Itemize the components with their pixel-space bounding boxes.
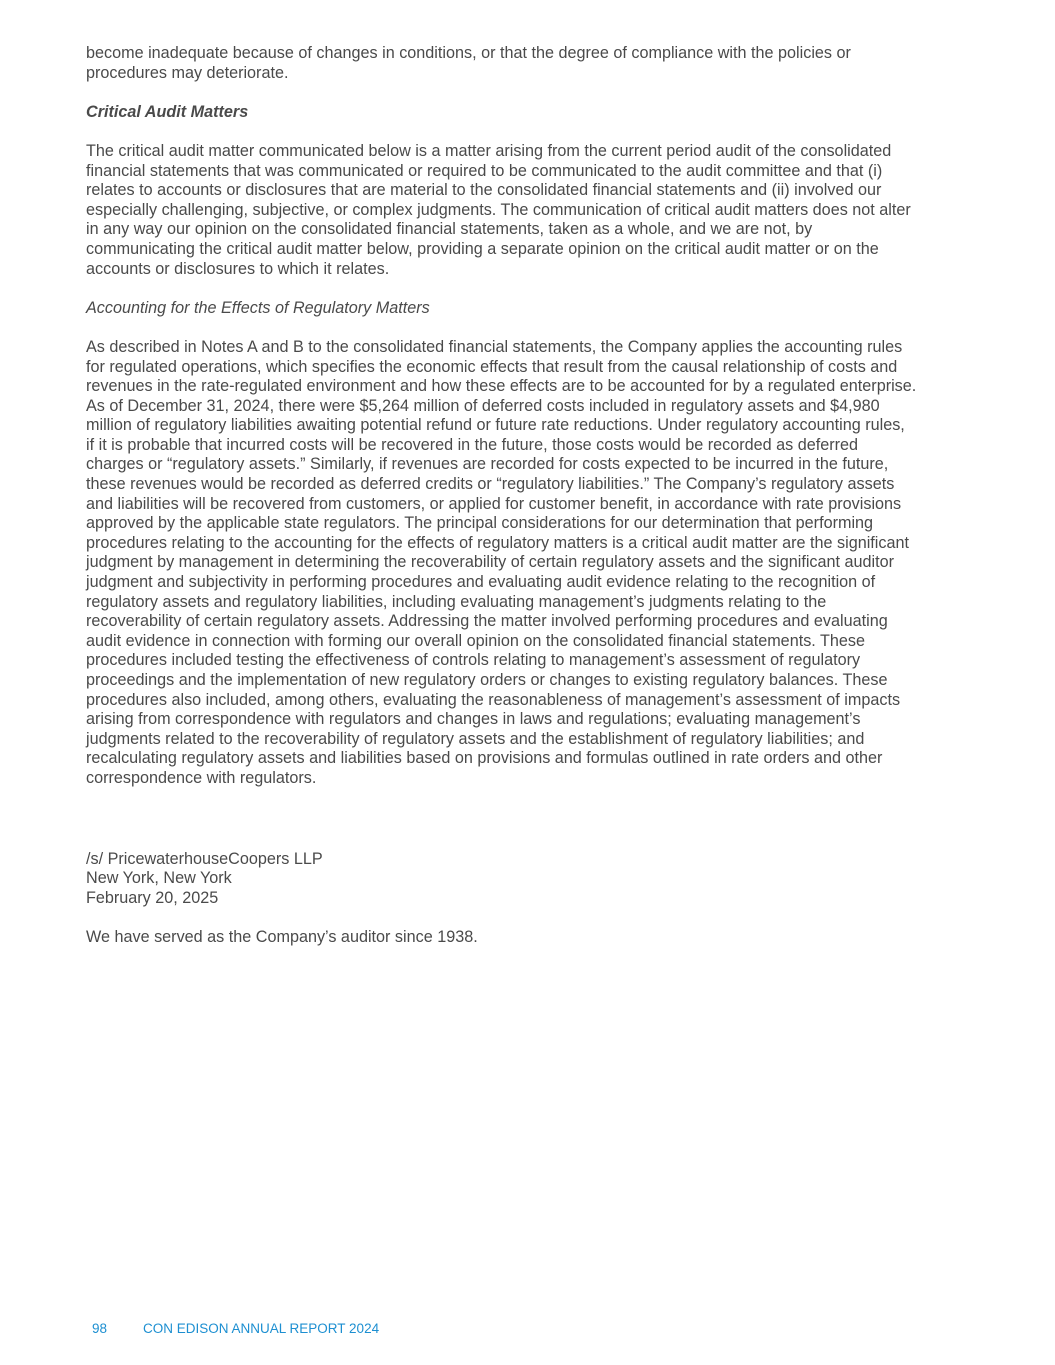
text-line: for regulated operations, which specifies the economic effects that result from the causal relationship of costs and — [86, 357, 898, 376]
text-line: regulatory assets and regulatory liabilities, including evaluating management’s judgments relating to the — [86, 592, 827, 611]
text-line: especially challenging, subjective, or complex judgments. The communication of critical audit matters does not alter — [86, 200, 911, 219]
signature-date: February 20, 2025 — [86, 888, 219, 907]
text-line: As of December 31, 2024, there were $5,264 million of deferred costs included in regulatory assets and $4,980 — [86, 396, 880, 415]
text-line: become inadequate because of changes in conditions, or that the degree of compliance with the policies or — [86, 44, 851, 62]
text-line: revenues in the rate-regulated environment and how these effects are to be accounted for by a regulated enterprise. — [86, 377, 917, 396]
text-line: judgment and subjectivity in performing procedures and evaluating audit evidence relating to the recognition of — [86, 573, 876, 592]
text-line: Accounting for the Effects of Regulatory Matters — [86, 298, 430, 317]
paragraphs — [86, 44, 986, 789]
section-heading — [86, 299, 986, 319]
text-line: As described in Notes A and B to the consolidated financial statements, the Company applies the accounting rules — [86, 337, 903, 356]
text-line: accounts or disclosures to which it relates. — [86, 259, 390, 278]
signature-firm: /s/ PricewaterhouseCoopers LLP — [86, 849, 323, 868]
text-line: in any way our opinion on the consolidated financial statements, taken as a whole, and we are not, by — [86, 220, 813, 239]
text-line: audit evidence in connection with forming our overall opinion on the consolidated financial statements. These — [86, 631, 865, 650]
paragraph — [86, 142, 986, 279]
text-line: recoverability of certain regulatory assets. Addressing the matter involved performing procedures and evaluating — [86, 612, 888, 631]
section-heading — [86, 103, 986, 123]
paragraph — [86, 44, 986, 83]
text-line: relates to accounts or disclosures that are material to the consolidated financial statements and (ii) involved our — [86, 181, 882, 200]
text-line: procedures also included, among others, evaluating the reasonableness of management’s assessment of impacts — [86, 690, 901, 709]
text-line: correspondence with regulators. — [86, 768, 317, 787]
signature-block — [86, 850, 986, 948]
text-line: charges or “regulatory assets.” Similarly, if revenues are recorded for costs expected to be incurred in the future, — [86, 455, 889, 474]
auditor-tenure: We have served as the Company’s auditor since 1938. — [86, 927, 478, 946]
text-line: judgment by management in determining the recoverability of certain regulatory assets and the significant auditor — [86, 553, 895, 572]
text-line: The critical audit matter communicated below is a matter arising from the current period audit of the consolidated — [86, 141, 892, 160]
text-line: financial statements that was communicated or required to be communicated to the audit committee and that (i) — [86, 161, 883, 180]
text-line: and liabilities will be recovered from customers, or applied for customer benefit, in accordance with rate provisions — [86, 494, 902, 513]
document-body — [86, 44, 986, 948]
text-line: procedures may deteriorate. — [86, 63, 289, 82]
page-number: 98 — [92, 1321, 108, 1336]
signature-location: New York, New York — [86, 869, 232, 888]
paragraph — [86, 338, 986, 789]
text-line: recalculating regulatory assets and liabilities based on provisions and formulas outlined in rate orders and other — [86, 749, 883, 768]
text-line: Critical Audit Matters — [86, 102, 249, 121]
text-line: these revenues would be recorded as deferred credits or “regulatory liabilities.” The Company’s regulatory assets — [86, 475, 895, 494]
text-line: approved by the applicable state regulators. The principal considerations for our determination that performing — [86, 514, 874, 533]
text-line: procedures relating to the accounting for the effects of regulatory matters is a critical audit matter are the significant — [86, 533, 909, 552]
text-line: communicating the critical audit matter below, providing a separate opinion on the critical audit matter or on the — [86, 239, 879, 258]
text-line: million of regulatory liabilities awaiting potential refund or future rate reductions. Under regulatory accounting rules, — [86, 416, 905, 435]
text-line: arising from correspondence with regulators and changes in laws and regulations; evaluating management’s — [86, 710, 861, 729]
report-title: CON EDISON ANNUAL REPORT 2024 — [143, 1321, 380, 1336]
page-footer — [92, 1321, 379, 1337]
text-line: if it is probable that incurred costs will be recovered in the future, those costs would be recorded as deferred — [86, 435, 859, 454]
text-line: procedures included testing the effectiveness of controls relating to management’s assessment of regulatory — [86, 651, 861, 670]
text-line: proceedings and the implementation of new regulatory orders or changes to existing regulatory balances. These — [86, 671, 888, 689]
text-line: judgments related to the recoverability of regulatory assets and the establishment of regulatory liabilities; and — [86, 729, 865, 748]
